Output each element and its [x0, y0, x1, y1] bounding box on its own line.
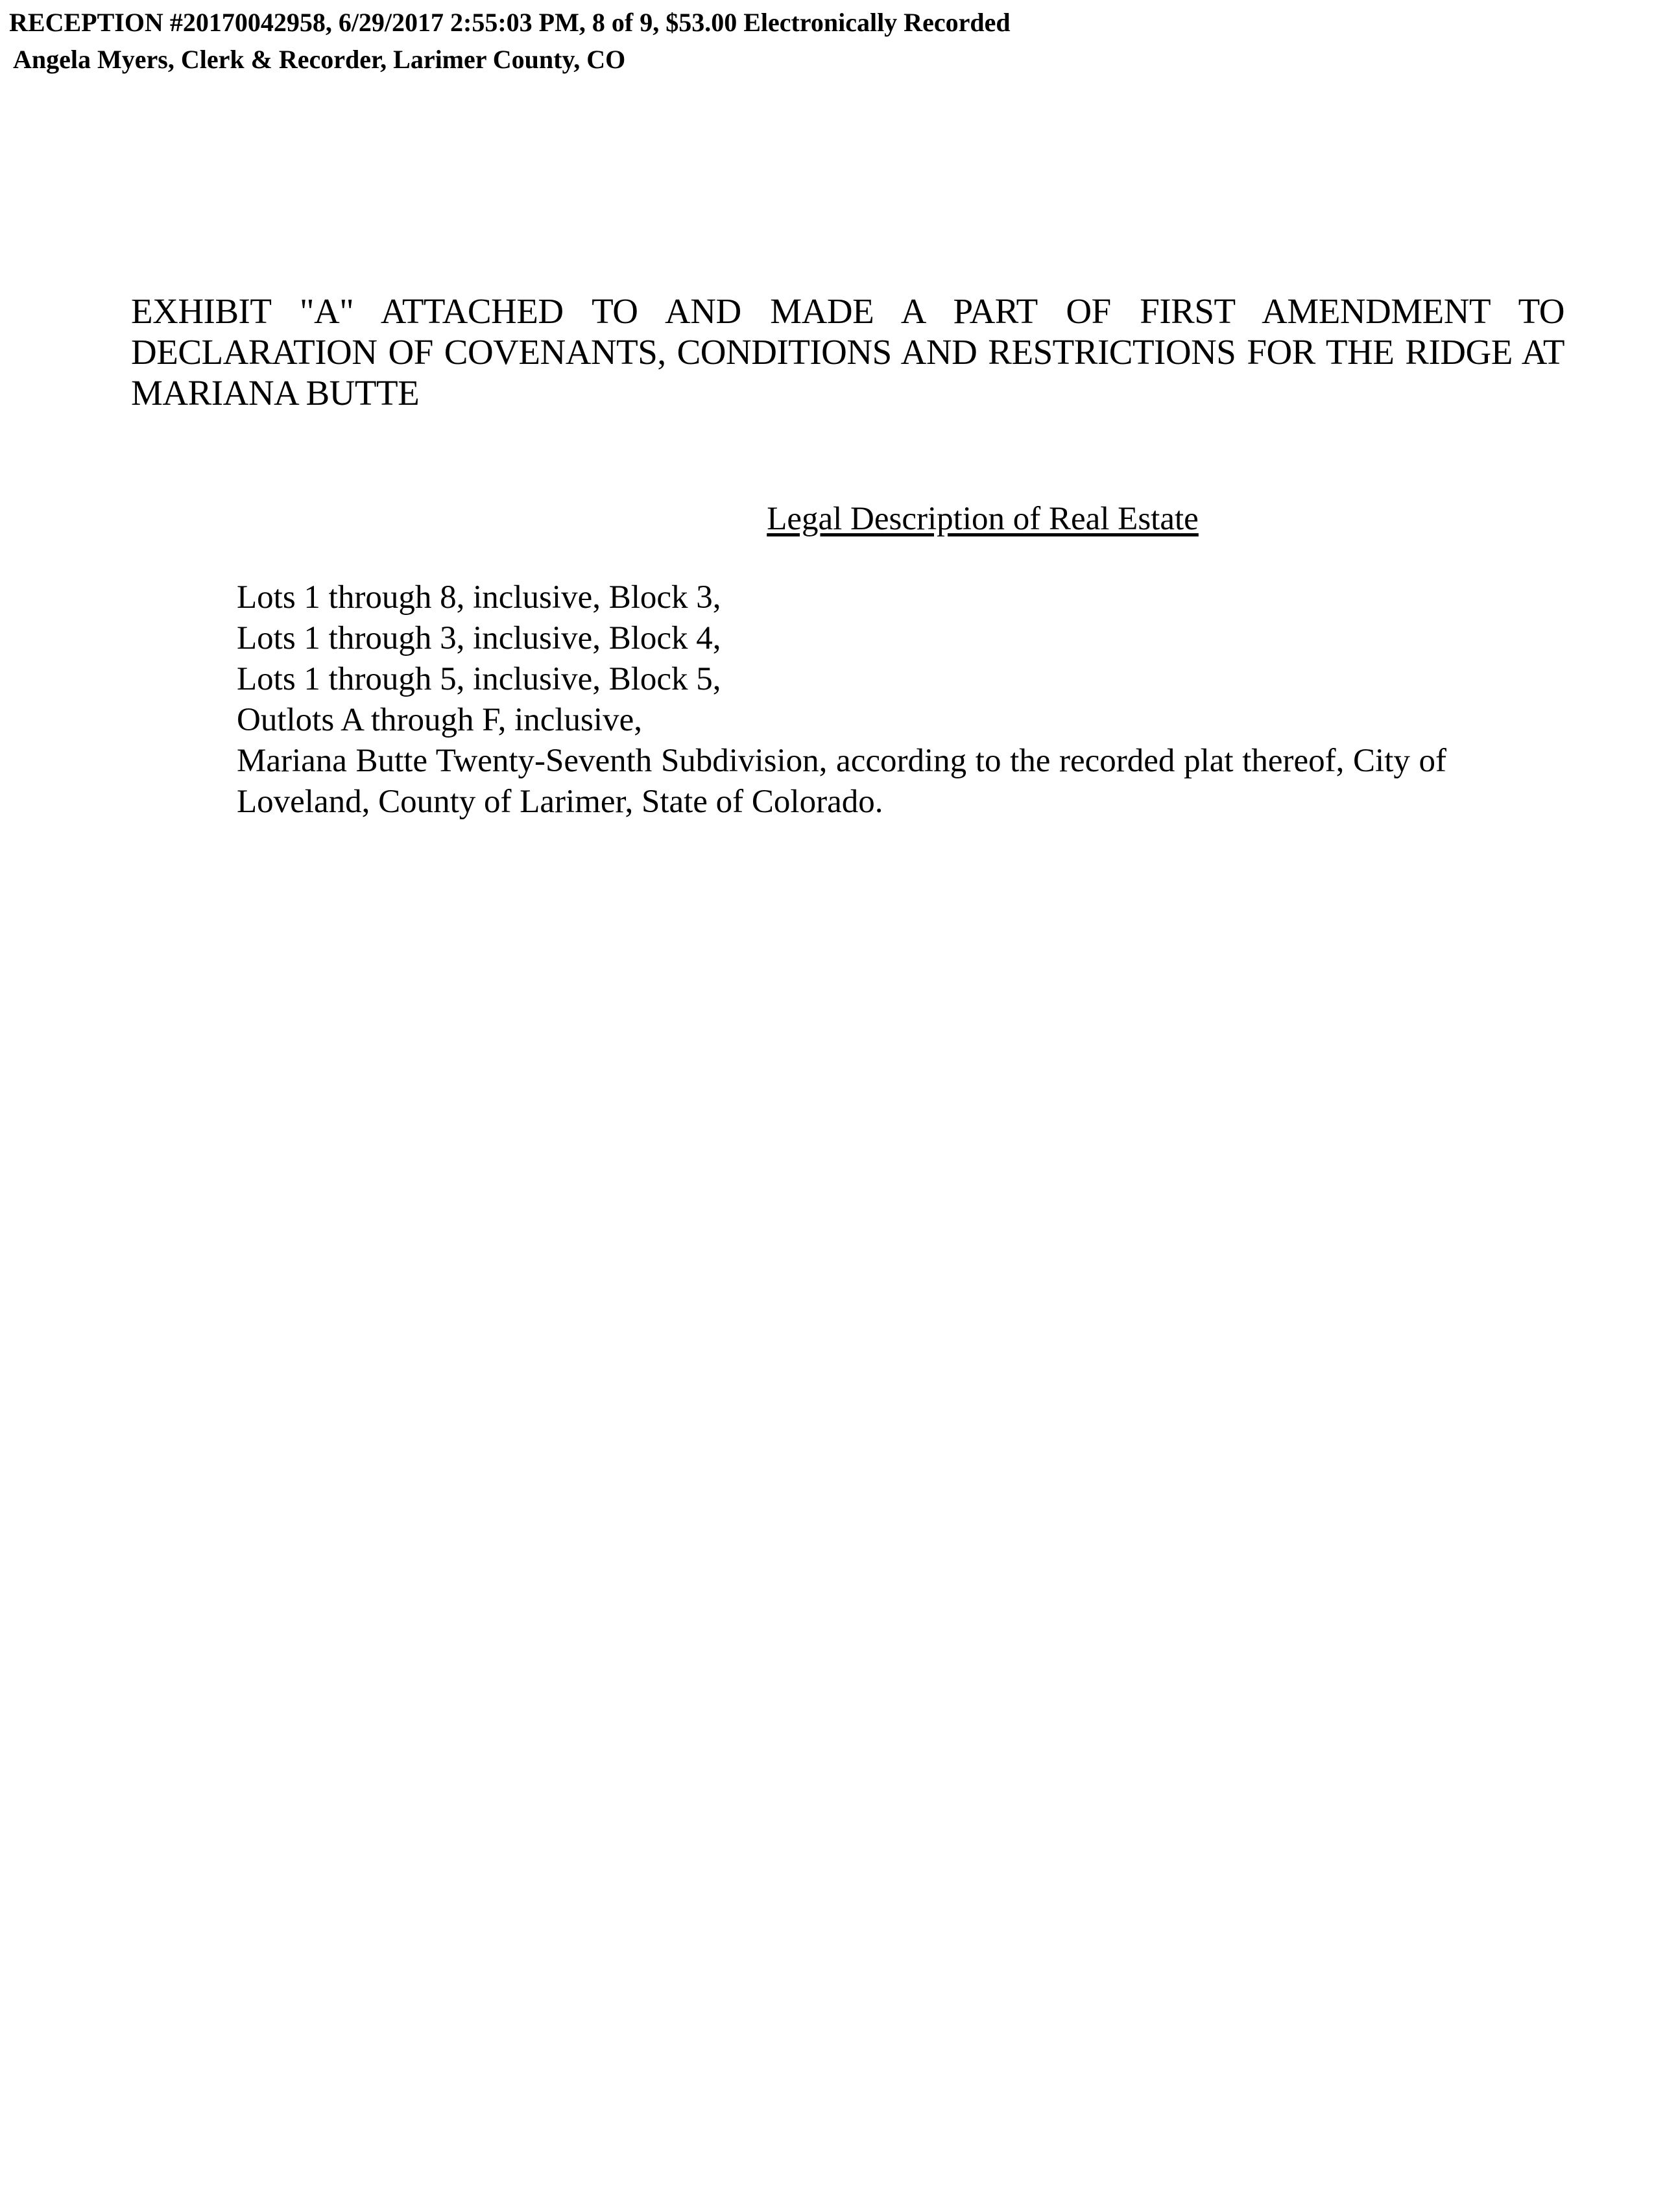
legal-line: Outlots A through F, inclusive, — [237, 702, 642, 738]
legal-line: Lots 1 through 8, inclusive, Block 3, — [237, 579, 721, 616]
section-heading-wrapper — [0, 499, 1654, 538]
exhibit-title: EXHIBIT "A" ATTACHED TO AND MADE A PART OF FIRST AMENDMENT TO DECLARATION OF COVENANTS, CONDITIONS AND RESTRICTIONS FOR THE RIDGE AT MARIANA BUTTE — [131, 291, 1564, 413]
recording-stamp-line-2: Angela Myers, Clerk & Recorder, Larimer County, CO — [13, 45, 626, 74]
section-heading: Legal Description of Real Estate — [767, 501, 1199, 537]
legal-description — [237, 577, 1446, 823]
recording-stamp-line-1: RECEPTION #20170042958, 6/29/2017 2:55:03 PM, 8 of 9, $53.00 Electronically Recorded — [9, 8, 1011, 37]
subdivision-description: Mariana Butte Twenty-Seventh Subdivision, according to the recorded plat thereof, City of Loveland, County of Larimer, State of Colorado. — [237, 743, 1446, 820]
recording-stamp — [9, 4, 1011, 78]
legal-line: Lots 1 through 3, inclusive, Block 4, — [237, 620, 721, 656]
legal-line: Lots 1 through 5, inclusive, Block 5, — [237, 661, 721, 697]
